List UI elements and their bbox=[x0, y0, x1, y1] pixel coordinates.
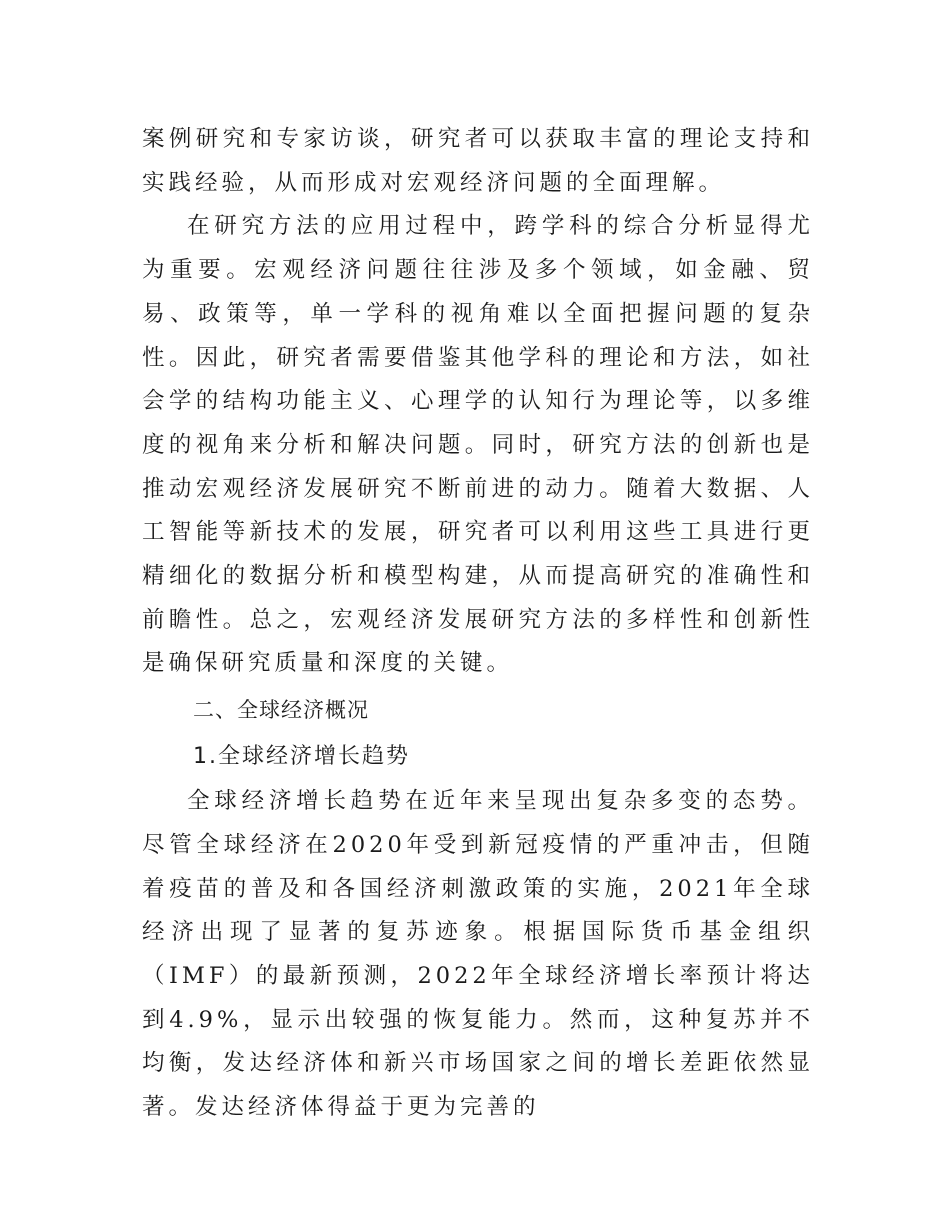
document-body bbox=[142, 118, 814, 1130]
section-heading: 二、全球经济概况 bbox=[193, 698, 369, 723]
subsection-heading: 1.全球经济增长趋势 bbox=[193, 744, 410, 770]
paragraph-continuation: 案例研究和专家访谈，研究者可以获取丰富的理论支持和实践经验，从而形成对宏观经济问题的全面理解。 bbox=[142, 126, 814, 196]
paragraph-global-growth: 全球经济增长趋势在近年来呈现出复杂多变的态势。尽管全球经济在2020年受到新冠疫情的严重冲击，但随着疫苗的普及和各国经济刺激政策的实施，2021年全球经济出现了显著的复苏迹象。根据国际货币基金组织（IMF）的最新预测，2022年全球经济增长率预计将达到4.9%，显示出较强的恢复能力。然而，这种复苏并不均衡，发达经济体和新兴市场国家之间的增长差距依然显著。发达经济体得益于更为完善的 bbox=[142, 788, 814, 1121]
paragraph-research-methods: 在研究方法的应用过程中，跨学科的综合分析显得尤为重要。宏观经济问题往往涉及多个领域，如金融、贸易、政策等，单一学科的视角难以全面把握问题的复杂性。因此，研究者需要借鉴其他学科的理论和方法，如社会学的结构功能主义、心理学的认知行为理论等，以多维度的视角来分析和解决问题。同时，研究方法的创新也是推动宏观经济发展研究不断前进的动力。随着大数据、人工智能等新技术的发展，研究者可以利用这些工具进行更精细化的数据分析和模型构建，从而提高研究的准确性和前瞻性。总之，宏观经济发展研究方法的多样性和创新性是确保研究质量和深度的关键。 bbox=[142, 213, 814, 677]
